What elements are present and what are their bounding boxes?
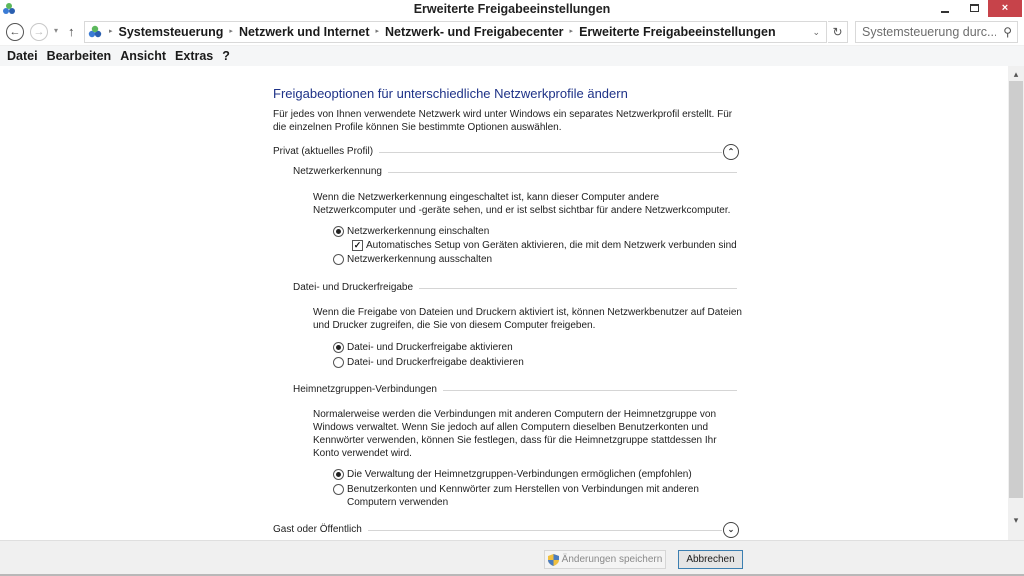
scroll-down-icon[interactable]: ▾ (1013, 515, 1019, 525)
save-changes-button[interactable] (544, 550, 666, 569)
radio-selected[interactable] (333, 342, 344, 353)
section-description: Wenn die Freigabe von Dateien und Druckern aktiviert ist, können Netzwerkbenutzer auf Dateien und Drucker zugreifen, die Sie von diesem Computer freigeben. (313, 307, 742, 331)
option-label: Die Verwaltung der Heimnetzgruppen-Verbindungen ermöglichen (empfohlen) (347, 469, 692, 480)
profile-header-private[interactable] (273, 144, 739, 160)
breadcrumb-separator-icon: ▸ (569, 28, 574, 35)
close-button[interactable] (988, 0, 1022, 17)
divider (419, 288, 737, 289)
forward-arrow-icon: → (33, 26, 45, 38)
collapse-icon[interactable]: ⌃ (723, 144, 739, 160)
control-panel-icon (87, 24, 103, 40)
close-icon: × (1001, 2, 1009, 14)
forward-button[interactable] (30, 23, 48, 41)
restore-icon (970, 4, 979, 12)
network-app-icon (2, 2, 16, 16)
option-label: Benutzerkonten und Kennwörter zum Herstellen von Verbindungen mit anderen Computern verwenden (347, 484, 699, 508)
maximize-button[interactable] (961, 0, 987, 16)
menu-bar (0, 46, 1024, 66)
refresh-icon: ↻ (832, 25, 843, 39)
recent-locations-button[interactable] (54, 26, 58, 36)
radio-option[interactable] (333, 468, 692, 481)
breadcrumb-current[interactable]: Erweiterte Freigabeeinstellungen (579, 25, 776, 39)
vertical-scrollbar[interactable] (1008, 66, 1024, 540)
window-title: Erweiterte Freigabeeinstellungen (413, 2, 611, 16)
profile-label: Gast oder Öffentlich (273, 524, 362, 535)
checkbox-checked[interactable]: ✓ (353, 240, 362, 250)
expand-icon[interactable]: ⌄ (723, 522, 739, 538)
radio-unselected[interactable] (333, 484, 344, 495)
address-dropdown-icon[interactable]: ⌄ (808, 26, 820, 38)
menu-ansicht[interactable]: Ansicht (120, 49, 167, 63)
settings-panel (273, 66, 753, 540)
chevron-down-icon: ▾ (54, 26, 59, 35)
radio-unselected[interactable] (333, 357, 344, 368)
section-label: Heimnetzgruppen-Verbindungen (293, 384, 437, 395)
profile-label: Privat (aktuelles Profil) (273, 146, 374, 157)
footer-bar (0, 540, 1024, 574)
breadcrumb-separator-icon: ▸ (229, 28, 233, 35)
content-area (0, 66, 1008, 540)
minimize-icon (941, 11, 949, 13)
breadcrumb-systemsteuerung[interactable]: Systemsteuerung (118, 25, 224, 39)
radio-option[interactable] (333, 225, 489, 238)
section-label: Datei- und Druckerfreigabe (293, 282, 414, 293)
scroll-thumb[interactable] (1009, 81, 1023, 498)
search-input[interactable] (856, 22, 996, 42)
divider (379, 152, 722, 153)
minimize-button[interactable] (932, 0, 958, 16)
radio-selected[interactable] (333, 226, 344, 237)
radio-option[interactable] (333, 483, 743, 511)
menu-extras[interactable]: Extras (175, 49, 214, 63)
radio-option[interactable] (333, 356, 524, 369)
menu-bearbeiten[interactable]: Bearbeiten (46, 49, 112, 63)
breadcrumb-netzwerk-internet[interactable]: Netzwerk und Internet (238, 25, 370, 39)
section-header-file-printer-sharing (293, 280, 737, 296)
option-label: Netzwerkerkennung ausschalten (347, 254, 493, 265)
profile-header-guest-public[interactable] (273, 522, 739, 538)
search-box (855, 21, 1018, 43)
checkbox-label: Automatisches Setup von Geräten aktivieren, die mit dem Netzwerk verbunden sind (366, 240, 737, 251)
section-header-network-discovery (293, 164, 737, 180)
divider (443, 390, 737, 391)
section-description: Normalerweise werden die Verbindungen mit anderen Computern der Heimnetzgruppe von Windows verwaltet. Wenn Sie jedoch auf allen Computern dieselben Benutzerkonten und Kennwörter verwenden, können Sie festlegen, dass für die Heimnetzgruppe stattdessen Ihr Konto verwendet wird. (313, 409, 717, 459)
radio-option[interactable] (333, 253, 492, 266)
uac-shield-icon (548, 554, 559, 566)
up-button[interactable] (68, 24, 75, 39)
checkbox-option[interactable] (352, 239, 737, 252)
back-button[interactable] (6, 23, 24, 41)
scroll-up-icon[interactable]: ▴ (1013, 69, 1019, 79)
page-title: Freigabeoptionen für unterschiedliche Netzwerkprofile ändern (273, 86, 628, 101)
option-label: Netzwerkerkennung einschalten (347, 226, 490, 237)
breadcrumb-separator-icon: ▸ (375, 28, 380, 35)
intro-text: Für jedes von Ihnen verwendete Netzwerk wird unter Windows ein separates Netzwerkprofil erstellt. Für die einzelnen Profile können Sie bestimmte Optionen auswählen. (273, 109, 733, 133)
section-header-homegroup (293, 382, 737, 398)
divider (388, 172, 737, 173)
search-icon[interactable]: ⚲ (1003, 25, 1012, 39)
radio-option[interactable] (333, 341, 513, 354)
section-label: Netzwerkerkennung (293, 166, 382, 177)
back-arrow-icon: ← (9, 26, 21, 38)
refresh-button[interactable] (828, 21, 848, 43)
radio-unselected[interactable] (333, 254, 344, 265)
title-bar (0, 0, 1024, 18)
breadcrumb-freigabecenter[interactable]: Netzwerk- und Freigabecenter (385, 25, 564, 39)
cancel-button[interactable]: Abbrechen (678, 550, 743, 569)
option-label: Datei- und Druckerfreigabe deaktivieren (347, 357, 524, 368)
section-description: Wenn die Netzwerkerkennung eingeschaltet ist, kann dieser Computer andere Netzwerkcomputer und -geräte sehen, und er ist selbst sichtbar für andere Netzwerkcomputer. (313, 192, 731, 216)
menu-help[interactable]: ? (222, 49, 230, 63)
navigation-bar (0, 18, 1024, 46)
address-bar[interactable] (84, 21, 827, 43)
up-arrow-icon: ↑ (68, 24, 75, 39)
divider (368, 530, 722, 531)
breadcrumb-separator-icon: ▸ (109, 28, 113, 35)
menu-datei[interactable]: Datei (7, 49, 38, 63)
radio-selected[interactable] (333, 469, 344, 480)
option-label: Datei- und Druckerfreigabe aktivieren (347, 342, 513, 353)
save-label: Änderungen speichern (561, 553, 663, 565)
